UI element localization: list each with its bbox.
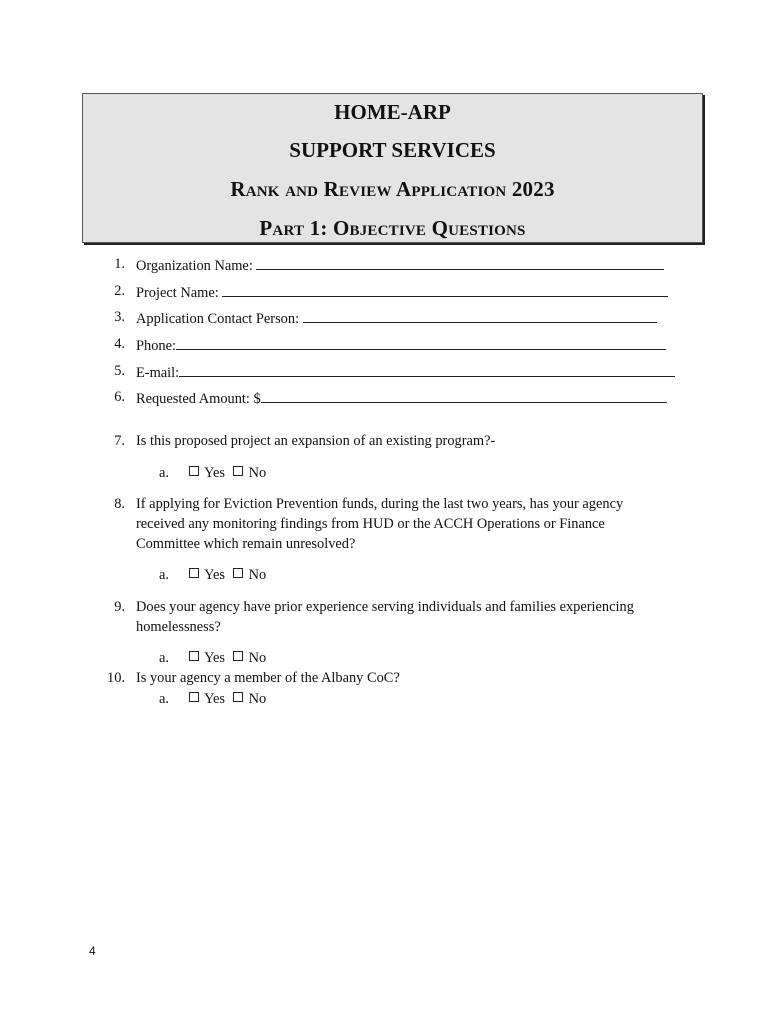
item-number: 6.: [114, 389, 125, 405]
item-number: 9.: [114, 599, 125, 615]
question-9-options: [159, 648, 266, 668]
part-title: Part 1: Objective Questions: [259, 216, 526, 240]
yes-label: Yes: [204, 650, 226, 666]
option-marker: a.: [159, 650, 169, 666]
no-checkbox[interactable]: [233, 568, 243, 578]
page-number: 4: [89, 944, 96, 958]
question-text-line-2: received any monitoring findings from HUD or the ACCH Operations or Finance: [136, 516, 605, 532]
no-label: No: [248, 567, 267, 583]
organization-name-input-line[interactable]: [256, 254, 664, 270]
item-number: 2.: [114, 283, 125, 299]
yes-label: Yes: [204, 567, 226, 583]
project-name-input-line[interactable]: [222, 281, 668, 297]
option-marker: a.: [159, 567, 169, 583]
question-text-line-1: Does your agency have prior experience serving individuals and families experiencing: [136, 599, 634, 615]
option-marker: a.: [159, 465, 169, 481]
yes-checkbox[interactable]: [189, 692, 199, 702]
field-label: Requested Amount: $: [136, 391, 261, 407]
item-number: 4.: [114, 336, 125, 352]
application-title: Rank and Review Application 2023: [230, 177, 555, 201]
field-label: Organization Name:: [136, 258, 253, 274]
question-text: Is your agency a member of the Albany CoC?: [136, 670, 400, 686]
field-label: Phone:: [136, 338, 176, 354]
item-number: 1.: [114, 256, 125, 272]
question-8-options: [159, 565, 266, 585]
yes-checkbox[interactable]: [189, 466, 199, 476]
program-subtitle: SUPPORT SERVICES: [289, 138, 496, 162]
email-input-line[interactable]: [179, 361, 675, 377]
question-text-line-1: If applying for Eviction Prevention funds, during the last two years, has your agency: [136, 496, 624, 512]
no-checkbox[interactable]: [233, 651, 243, 661]
question-10-options: [159, 689, 266, 709]
field-label: E-mail:: [136, 365, 180, 381]
question-text-line-2: homelessness?: [136, 619, 221, 635]
item-number: 10.: [107, 670, 125, 686]
yes-checkbox[interactable]: [189, 568, 199, 578]
item-number: 5.: [114, 363, 125, 379]
program-title: HOME-ARP: [334, 100, 451, 124]
field-label: Project Name:: [136, 285, 219, 301]
yes-label: Yes: [204, 691, 226, 707]
no-checkbox[interactable]: [233, 692, 243, 702]
no-label: No: [248, 650, 267, 666]
item-number: 7.: [114, 433, 125, 449]
contact-person-input-line[interactable]: [303, 307, 657, 323]
yes-label: Yes: [204, 465, 226, 481]
option-marker: a.: [159, 691, 169, 707]
requested-amount-input-line[interactable]: [261, 387, 667, 403]
question-7-options: [159, 463, 266, 483]
no-label: No: [248, 465, 267, 481]
phone-input-line[interactable]: [176, 334, 666, 350]
form-header: [82, 93, 703, 243]
question-text: Is this proposed project an expansion of an existing program?-: [136, 433, 496, 449]
no-label: No: [248, 691, 267, 707]
no-checkbox[interactable]: [233, 466, 243, 476]
item-number: 8.: [114, 496, 125, 512]
question-text-line-3: Committee which remain unresolved?: [136, 536, 356, 552]
field-label: Application Contact Person:: [136, 311, 300, 327]
item-number: 3.: [114, 309, 125, 325]
yes-checkbox[interactable]: [189, 651, 199, 661]
